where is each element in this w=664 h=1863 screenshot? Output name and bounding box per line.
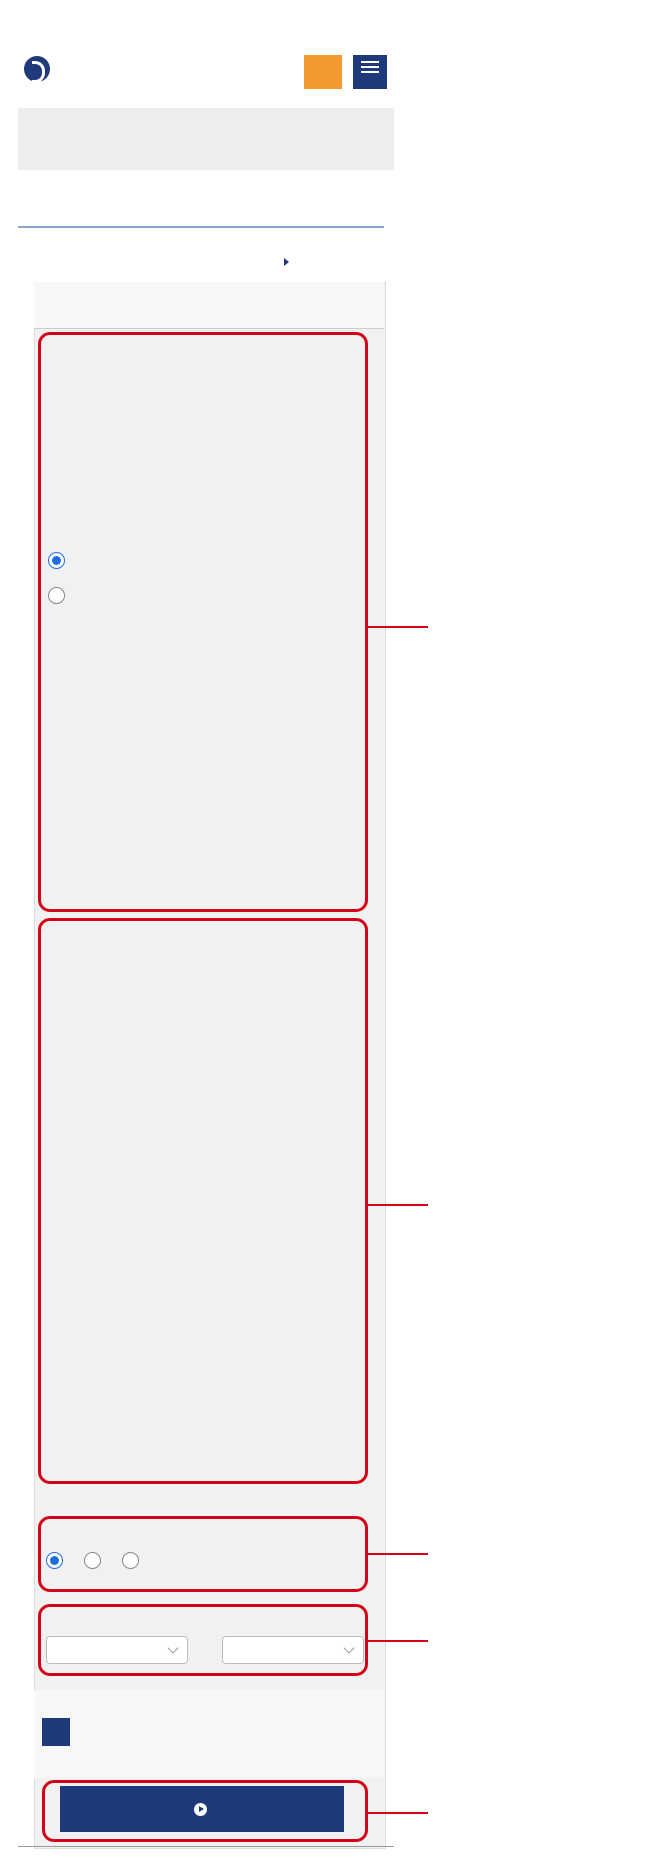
- gender-male-radio[interactable]: [84, 1552, 101, 1569]
- annotation-line-search: [368, 1812, 428, 1814]
- play-icon: [194, 1803, 207, 1816]
- gender-any[interactable]: [46, 1550, 69, 1569]
- title-underline: [18, 226, 384, 228]
- gender-female[interactable]: [122, 1550, 145, 1569]
- jafp-logo-icon: [24, 56, 50, 82]
- gender-any-radio[interactable]: [46, 1552, 63, 1569]
- search-button[interactable]: [60, 1786, 344, 1832]
- breadcrumb: [18, 108, 394, 170]
- gender-options: [46, 1550, 145, 1569]
- panel-title: [34, 282, 384, 329]
- annotation-line-gender: [368, 1553, 428, 1555]
- hamburger-icon: [361, 61, 379, 73]
- location-section: [38, 332, 368, 912]
- gender-female-radio[interactable]: [122, 1552, 139, 1569]
- footer-divider: [18, 1846, 394, 1847]
- radio-location[interactable]: [48, 550, 71, 569]
- annotation-line-age: [368, 1640, 428, 1642]
- radio-area-circle[interactable]: [48, 587, 65, 604]
- annotation-line-fields: [368, 1204, 428, 1206]
- detail-text[interactable]: [94, 1700, 376, 1704]
- mypage-login-button[interactable]: [304, 55, 342, 89]
- plus-icon[interactable]: [42, 1718, 70, 1746]
- radio-area[interactable]: [48, 585, 71, 604]
- menu-button[interactable]: [353, 55, 387, 89]
- chevron-down-icon: [343, 1642, 354, 1653]
- usage-arrow-icon: [284, 258, 289, 266]
- age-upper-select[interactable]: [222, 1636, 364, 1664]
- chevron-down-icon: [167, 1642, 178, 1653]
- site-logo[interactable]: [24, 56, 56, 82]
- radio-location-circle[interactable]: [48, 552, 65, 569]
- gender-male[interactable]: [84, 1550, 107, 1569]
- location-header: [48, 346, 364, 354]
- fields-section: [38, 918, 368, 1484]
- age-lower-select[interactable]: [46, 1636, 188, 1664]
- annotation-line-location: [368, 626, 428, 628]
